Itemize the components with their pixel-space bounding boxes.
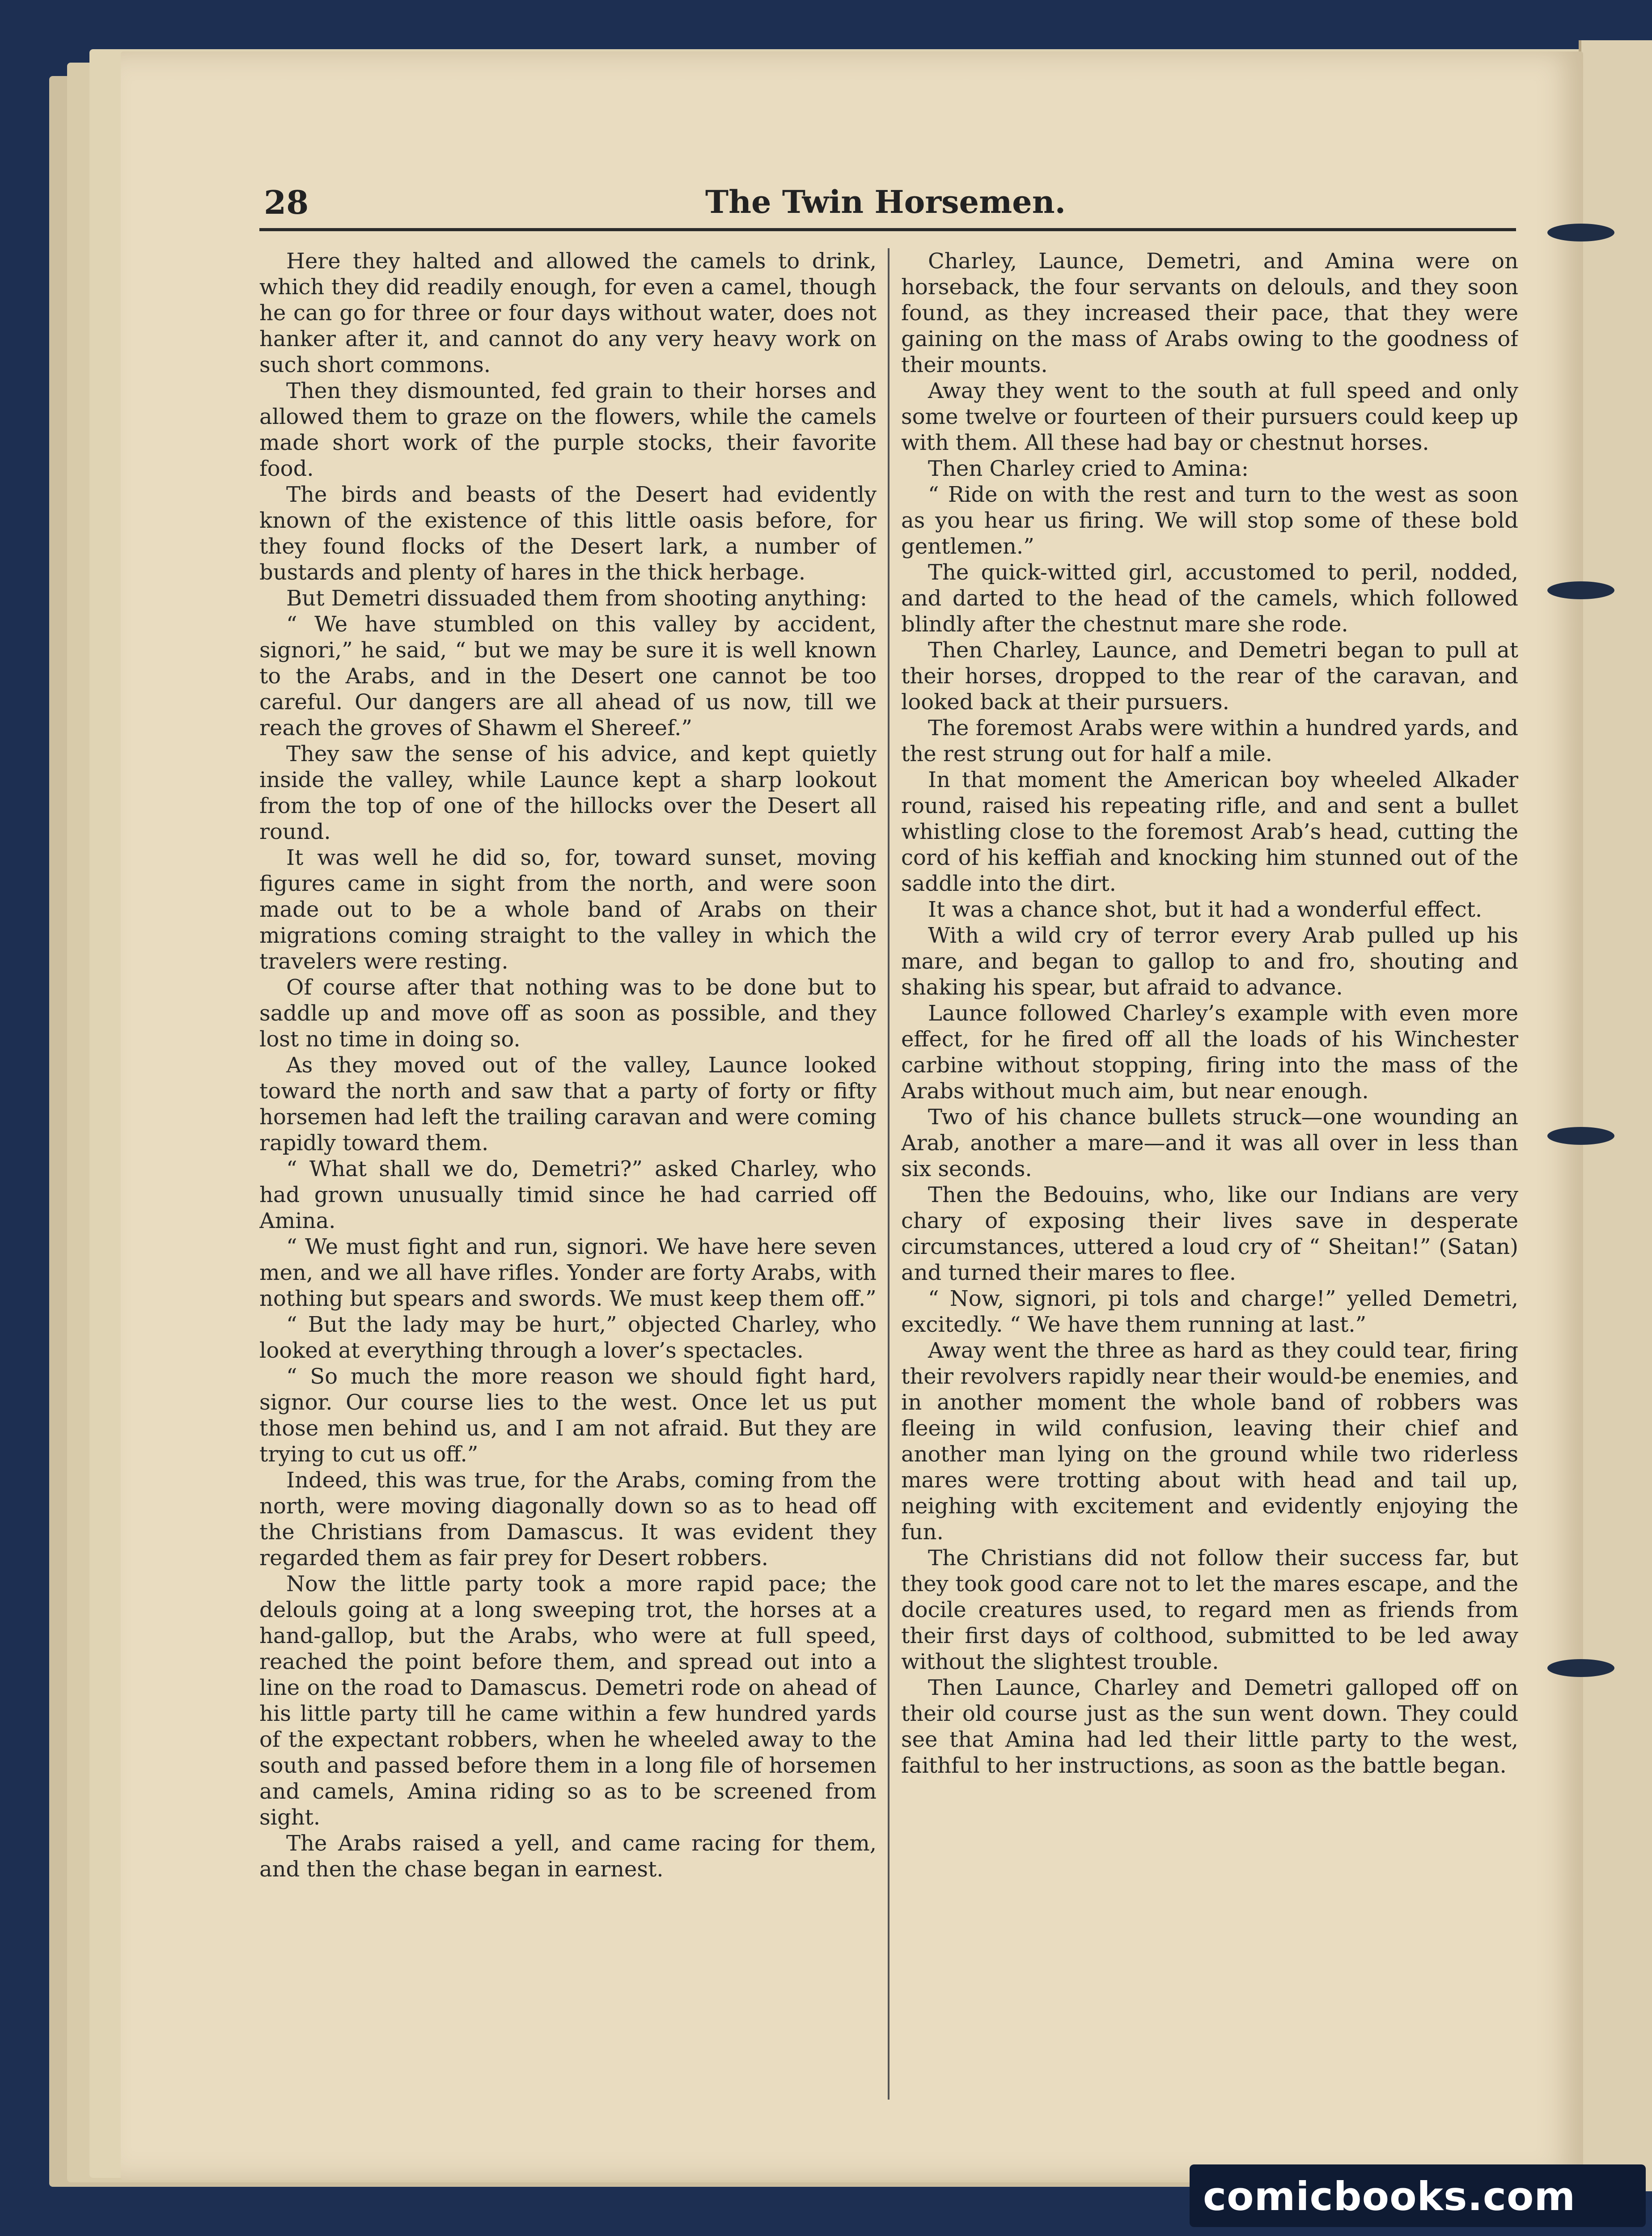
paragraph: They saw the sense of his advice, and kept quietly inside the valley, while Launce kept a sharp lookout from the top of one of the hillocks over the Desert all round. [259, 741, 877, 844]
paragraph: Then they dismounted, fed grain to their horses and allowed them to graze on the flowers, while the camels made short work of the purple stocks, their favorite food. [259, 378, 877, 481]
paragraph: Then Launce, Charley and Demetri galloped off on their old course just as the sun went down. They could see that Amina had led their little party to the west, faithful to her instructions, as soon as the battle began. [901, 1675, 1518, 1778]
paragraph: “ Ride on with the rest and turn to the west as soon as you hear us firing. We will stop some of these bold gentlemen.” [901, 482, 1518, 559]
header-rule [259, 228, 1516, 231]
running-title: The Twin Horsemen. [705, 183, 1066, 220]
paragraph: Launce followed Charley’s example with even more effect, for he fired off all the loads of his Winchester carbine without stopping, firing into the mass of the Arabs without much aim, but near enough. [901, 1001, 1518, 1104]
paragraph: Then Charley cried to Amina: [928, 456, 1249, 481]
paragraph: The quick-witted girl, accustomed to peril, nodded, and darted to the head of the camels, which followed blindly after the chestnut mare she rode. [901, 560, 1518, 637]
paragraph: With a wild cry of terror every Arab pulled up his mare, and began to gallop to and fro, shouting and shaking his spear, but afraid to advance. [901, 923, 1518, 1000]
paragraph: Away went the three as hard as they could tear, firing their revolvers rapidly near their would-be enemies, and in another moment the whole band of robbers was fleeing in wild confusion, leaving their chief and another man lying on the ground while two riderless mares were trotting about with head and tail up, neighing with excitement and evidently enjoying the fun. [901, 1338, 1518, 1545]
paragraph: “ We have stumbled on this valley by accident, signori,” he said, “ but we may be sure it is well known to the Arabs, and in the Desert one cannot be too careful. Our dangers are all ahead of us now, till we reach the groves of Shawm el Shereef.” [259, 612, 877, 741]
paragraph: The foremost Arabs were within a hundred yards, and the rest strung out for half a mile. [901, 716, 1518, 767]
page-header [259, 183, 1512, 233]
binding-staple [1547, 1127, 1614, 1145]
text-column-right [901, 248, 1518, 2126]
paragraph: It was well he did so, for, toward sunset, moving figures came in sight from the north, and were soon made out to be a whole band of Arabs on their migrations coming straight to the valley in which the travelers were resting. [259, 845, 877, 974]
paragraph: The Christians did not follow their success far, but they took good care not to let the mares escape, and the docile creatures used, to regard men as friends from their first days of colthood, submitted to be led away without the slightest trouble. [901, 1546, 1518, 1674]
paragraph: Then the Bedouins, who, like our Indians are very chary of exposing their lives save in desperate circumstances, uttered a loud cry of “ Sheitan!” (Satan) and turned their mares to flee. [901, 1182, 1518, 1285]
paragraph: In that moment the American boy wheeled Alkader round, raised his repeating rifle, and and sent a bullet whistling close to the foremost Arab’s head, cutting the cord of his keffiah and knocking him stunned out of the saddle into the dirt. [901, 767, 1518, 896]
binding-staple [1547, 224, 1614, 241]
paragraph: Of course after that nothing was to be done but to saddle up and move off as soon as possible, and they lost no time in doing so. [259, 975, 877, 1052]
column-divider [888, 248, 890, 2100]
paragraph: Now the little party took a more rapid pace; the delouls going at a long sweeping trot, the horses at a hand-gallop, but the Arabs, who were at full speed, reached the point before them, and spread out into a line on the road to Damascus. Demetri rode on ahead of his little party till he came within a few hundred yards of the expectant robbers, when he wheeled away to the south and passed before them in a long file of horsemen and camels, Amina riding so as to be screened from sight. [259, 1571, 877, 1830]
watermark-badge [1190, 2164, 1646, 2227]
paragraph: But Demetri dissuaded them from shooting anything: [286, 586, 868, 611]
paragraph: It was a chance shot, but it had a wonderful effect. [928, 897, 1483, 922]
paragraph: Away they went to the south at full speed and only some twelve or fourteen of their pursuers could keep up with them. All these had bay or chestnut horses. [901, 378, 1518, 455]
paragraph: Then Charley, Launce, and Demetri began to pull at their horses, dropped to the rear of the caravan, and looked back at their pursuers. [901, 638, 1518, 715]
binding-staple [1547, 1659, 1614, 1677]
paragraph: Here they halted and allowed the camels to drink, which they did readily enough, for even a camel, though he can go for three or four days without water, does not hanker after it, and cannot do any very heavy work on such short commons. [259, 249, 877, 377]
page-number: 28 [264, 183, 309, 221]
paragraph: “ But the lady may be hurt,” objected Charley, who looked at everything through a lover’s spectacles. [259, 1312, 877, 1363]
page-binding [1579, 40, 1652, 2191]
paragraph: “ What shall we do, Demetri?” asked Charley, who had grown unusually timid since he had carried off Amina. [259, 1156, 877, 1233]
paragraph: As they moved out of the valley, Launce looked toward the north and saw that a party of forty or fifty horsemen had left the trailing caravan and were coming rapidly toward them. [259, 1053, 877, 1156]
paragraph: “ So much the more reason we should fight hard, signor. Our course lies to the west. Once let us put those men behind us, and I am not afraid. But they are trying to cut us off.” [259, 1364, 877, 1467]
text-column-left [259, 248, 877, 2126]
paragraph: The Arabs raised a yell, and came racing for them, and then the chase began in earnest. [259, 1831, 877, 1882]
paragraph: “ We must fight and run, signori. We have here seven men, and we all have rifles. Yonder are forty Arabs, with nothing but spears and swords. We must keep them off.” [259, 1234, 877, 1311]
binding-staple [1547, 581, 1614, 599]
paragraph: Two of his chance bullets struck—one wounding an Arab, another a mare—and it was all over in less than six seconds. [901, 1105, 1518, 1182]
watermark-text: comicbooks.com [1203, 2173, 1576, 2219]
paragraph: Charley, Launce, Demetri, and Amina were on horseback, the four servants on delouls, and they soon found, as they increased their pace, that they were gaining on the mass of Arabs owing to the goodness of their mounts. [901, 249, 1518, 377]
paragraph: “ Now, signori, pi tols and charge!” yelled Demetri, excitedly. “ We have them running at last.” [901, 1286, 1518, 1337]
paragraph: Indeed, this was true, for the Arabs, coming from the north, were moving diagonally down so as to head off the Christians from Damascus. It was evident they regarded them as fair prey for Desert robbers. [259, 1468, 877, 1571]
paragraph: The birds and beasts of the Desert had evidently known of the existence of this little oasis before, for they found flocks of the Desert lark, a number of bustards and plenty of hares in the thick herbage. [259, 482, 877, 585]
